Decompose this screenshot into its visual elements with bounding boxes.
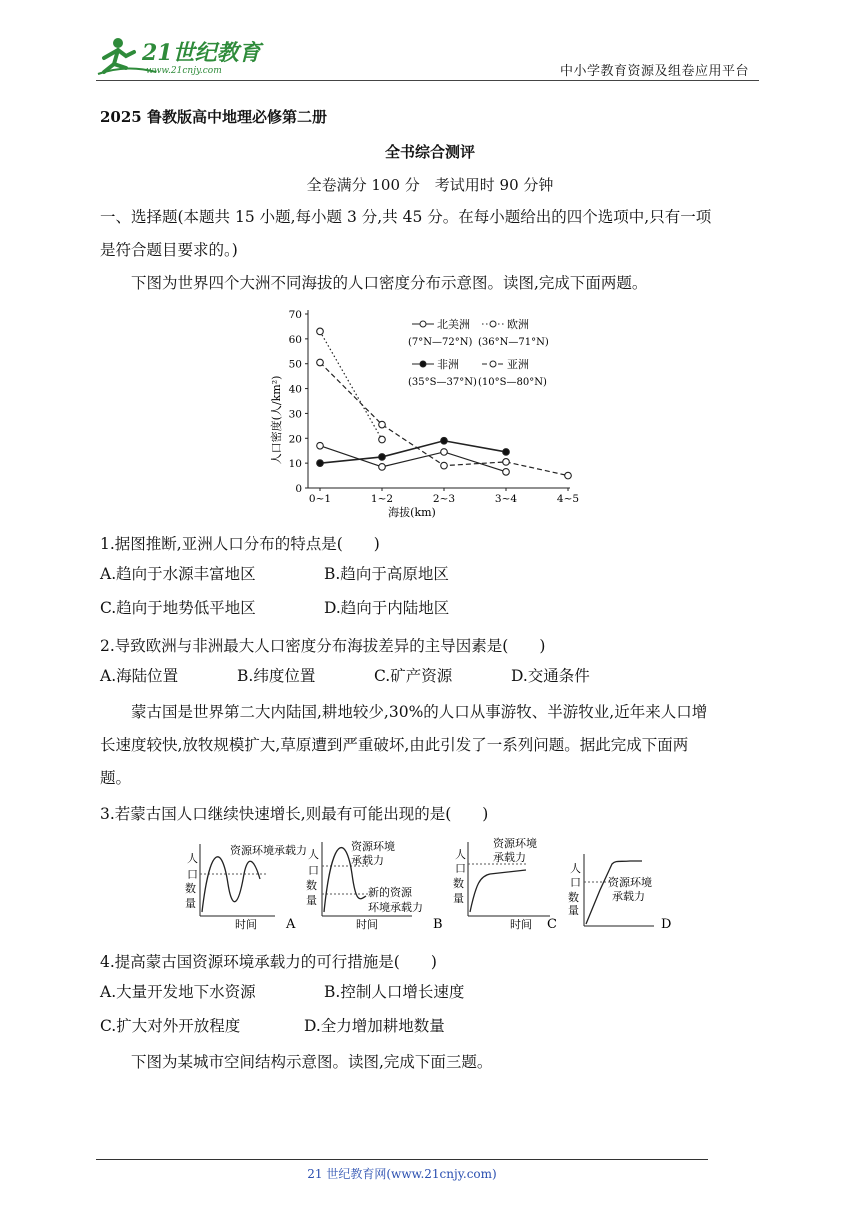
- graph-b-letter: B: [433, 917, 443, 932]
- graph-d-ylabel-2: 口: [570, 876, 581, 889]
- graph-a: [185, 843, 307, 932]
- logo-text: 21世纪教育: [142, 40, 261, 66]
- graph-d-capacity-l1: 资源环境: [608, 876, 652, 889]
- footer-link[interactable]: 21 世纪教育网(www.21cnjy.com): [307, 1167, 497, 1181]
- q2-option-a: A.海陆位置: [100, 667, 179, 685]
- graph-c-xlabel: 时间: [510, 918, 532, 931]
- intro2-line1: 蒙古国是世界第二大内陆国,耕地较少,30%的人口从事游牧、半游牧业,近年来人口增: [131, 703, 708, 721]
- legend-marker: [490, 321, 496, 327]
- legend-marker: [420, 361, 426, 367]
- question-1: 1.据图推断,亚洲人口分布的特点是( ): [100, 535, 380, 553]
- x-tick-label: 3~4: [494, 493, 518, 505]
- legend-marker: [420, 321, 426, 327]
- series-1-point: [379, 436, 386, 443]
- legend-name: 北美洲: [437, 318, 470, 331]
- legend-name: 非洲: [437, 358, 459, 371]
- graph-a-ylabel-1: 人: [187, 852, 198, 865]
- graph-a-ylabel-4: 量: [185, 897, 196, 910]
- q4-options-row1: [100, 980, 465, 1002]
- graph-b-ylabel-1: 人: [308, 848, 319, 861]
- series-0-point: [441, 449, 448, 456]
- graph-b-xlabel: 时间: [356, 918, 378, 931]
- q1-option-d: D.趋向于内陆地区: [324, 599, 450, 617]
- graph-b-new-capacity-l2: 环境承载力: [368, 901, 423, 914]
- question-3: 3.若蒙古国人口继续快速增长,则最有可能出现的是( ): [100, 805, 489, 823]
- header-divider: [96, 80, 759, 81]
- section-heading-line2: 是符合题目要求的。): [100, 241, 238, 259]
- graph-d-letter: D: [661, 917, 672, 932]
- legend-name: 欧洲: [507, 318, 529, 331]
- q4-option-a: A.大量开发地下水资源: [100, 983, 256, 1001]
- series-3-point: [441, 462, 448, 469]
- chart-xlabel: 海拔(km): [388, 506, 436, 519]
- y-tick-label: 20: [288, 433, 302, 446]
- series-3-point: [317, 359, 324, 366]
- population-density-chart: [262, 300, 580, 528]
- y-tick-label: 40: [288, 383, 302, 396]
- graph-c-ylabel-2: 口: [455, 862, 466, 875]
- y-tick-label: 60: [288, 333, 302, 346]
- q1-options-row1: [100, 562, 449, 584]
- q1-option-a: A.趋向于水源丰富地区: [100, 565, 256, 583]
- series-2-point: [441, 437, 448, 444]
- question-intro-3: 下图为某城市空间结构示意图。读图,完成下面三题。: [131, 1053, 493, 1071]
- graph-c-capacity-l1: 资源环境: [493, 837, 537, 850]
- intro2-line2: 长速度较快,放牧规模扩大,草原遭到严重破坏,由此引发了一系列问题。据此完成下面两: [100, 736, 689, 754]
- y-tick-label: 50: [288, 358, 302, 371]
- series-2-point: [503, 449, 510, 456]
- legend-name: 亚洲: [507, 358, 529, 371]
- graph-b-ylabel-4: 量: [306, 894, 317, 907]
- graph-c-capacity-l2: 承载力: [493, 851, 526, 864]
- graph-c-ylabel-4: 量: [453, 892, 464, 905]
- series-1-line: [320, 331, 382, 439]
- legend-range: (7°N—72°N): [408, 337, 473, 348]
- q4-options-row2: [100, 1014, 445, 1036]
- q4-option-b: B.控制人口增长速度: [324, 983, 465, 1001]
- q2-options: [100, 664, 700, 686]
- y-tick-label: 10: [288, 458, 302, 471]
- exam-info: 全卷满分 100 分 考试用时 90 分钟: [306, 176, 554, 194]
- graph-a-xlabel: 时间: [235, 918, 257, 931]
- question-intro-2: [100, 696, 760, 795]
- x-tick-label: 2~3: [432, 493, 456, 505]
- document-title: 2025 鲁教版高中地理必修第二册: [100, 108, 327, 126]
- legend-range: (10°S—80°N): [478, 377, 547, 388]
- series-2-point: [379, 454, 386, 461]
- series-3-point: [379, 421, 386, 428]
- graph-c-letter: C: [547, 917, 557, 932]
- graph-d-ylabel-3: 数: [568, 891, 579, 904]
- logo-url: www.21cnjy.com: [146, 66, 222, 76]
- q2-option-c: C.矿产资源: [374, 667, 453, 685]
- legend-range: (36°N—71°N): [478, 337, 549, 348]
- graph-c-ylabel-3: 数: [453, 877, 464, 890]
- graph-c: [453, 836, 557, 932]
- graph-a-capacity-label: 资源环境承载力: [230, 844, 307, 857]
- series-0-point: [379, 464, 386, 471]
- graph-d-capacity-l2: 承载力: [612, 890, 645, 903]
- chart-legend: [408, 317, 549, 388]
- section-heading-line1: 一、选择题(本题共 15 小题,每小题 3 分,共 45 分。在每小题给出的四个选项中,只有一项: [100, 208, 712, 226]
- series-2-point: [317, 460, 324, 467]
- graph-b-capacity-l1: 资源环境: [351, 840, 395, 853]
- x-tick-label: 1~2: [370, 493, 394, 505]
- series-3-point: [565, 472, 572, 479]
- graph-d: [568, 854, 671, 932]
- q2-option-b: B.纬度位置: [237, 667, 316, 685]
- x-tick-label: 0~1: [308, 493, 332, 505]
- graph-c-curve: [470, 870, 526, 912]
- y-tick-label: 70: [288, 309, 302, 321]
- q1-option-c: C.趋向于地势低平地区: [100, 599, 256, 617]
- q1-option-b: B.趋向于高原地区: [324, 565, 449, 583]
- site-logo: [96, 34, 266, 78]
- intro2-line3: 题。: [100, 769, 132, 787]
- legend-range: (35°S—37°N): [408, 377, 477, 388]
- legend-marker: [490, 361, 496, 367]
- q4-option-c: C.扩大对外开放程度: [100, 1017, 241, 1035]
- footer-divider: [96, 1159, 708, 1160]
- graph-b-ylabel-2: 口: [308, 864, 319, 877]
- graph-b-capacity-l2: 承载力: [351, 854, 384, 867]
- y-tick-label: 0: [295, 483, 302, 495]
- series-1-point: [317, 328, 324, 335]
- x-tick-label: 4~5: [556, 493, 580, 505]
- graph-a-curve: [202, 857, 260, 912]
- graph-b: [306, 839, 443, 932]
- graph-a-letter: A: [286, 917, 296, 932]
- series-0-point: [317, 442, 324, 449]
- q3-option-graphs: [180, 834, 690, 938]
- question-4: 4.提高蒙古国资源环境承载力的可行措施是( ): [100, 953, 437, 971]
- series-0-point: [503, 469, 510, 476]
- y-tick-label: 30: [288, 408, 302, 421]
- document-subtitle: 全书综合测评: [384, 143, 475, 161]
- question-intro-1: 下图为世界四个大洲不同海拔的人口密度分布示意图。读图,完成下面两题。: [131, 274, 648, 292]
- graph-a-ylabel-2: 口: [187, 868, 198, 881]
- section-heading: [100, 201, 760, 267]
- q2-option-d: D.交通条件: [511, 667, 590, 685]
- graph-a-ylabel-3: 数: [185, 882, 196, 895]
- graph-c-ylabel-1: 人: [455, 848, 466, 861]
- q4-option-d: D.全力增加耕地数量: [304, 1017, 445, 1035]
- series-3-point: [503, 459, 510, 466]
- graph-d-ylabel-4: 量: [568, 904, 579, 917]
- graph-b-ylabel-3: 数: [306, 879, 317, 892]
- header-platform-text: 中小学教育资源及组卷应用平台: [560, 64, 750, 79]
- question-2: 2.导致欧洲与非洲最大人口密度分布海拔差异的主导因素是( ): [100, 637, 546, 655]
- graph-d-ylabel-1: 人: [570, 862, 581, 875]
- graph-b-new-capacity-l1: 新的资源: [368, 886, 412, 899]
- chart-ylabel: 人口密度(人/km²): [270, 375, 283, 465]
- q1-options-row2: [100, 596, 450, 618]
